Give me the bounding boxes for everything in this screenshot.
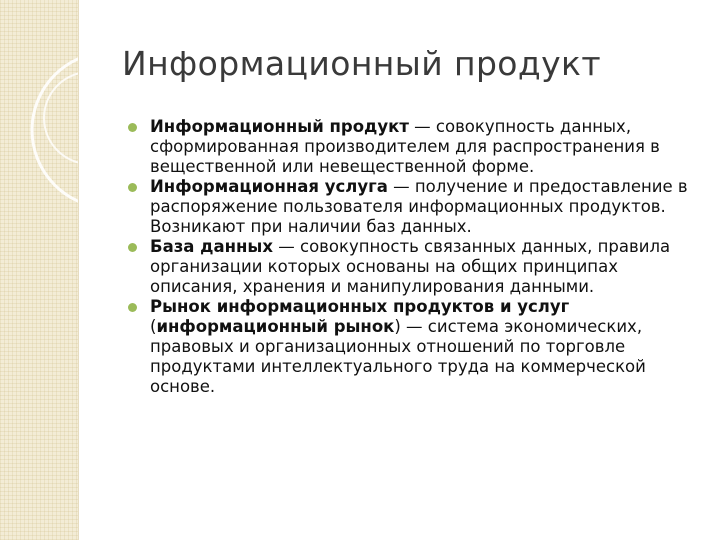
- decorative-circles: [0, 0, 78, 540]
- term-label: Информационная услуга: [150, 177, 388, 196]
- bullet-dot-icon: [128, 123, 137, 132]
- paren-open: (: [150, 317, 157, 336]
- slide-title: Информационный продукт: [122, 44, 601, 83]
- definition-text: — совокупность связанных данных, правила организации которых основаны на общих принципах описания, хранения и манипулирования данными.: [150, 237, 671, 296]
- bullet-dot-icon: [128, 243, 137, 252]
- definition-text: — получение и предоставление в распоряжение пользователя информационных продуктов. Возникают при наличии баз данных.: [150, 177, 688, 236]
- term-label: База данных: [150, 237, 274, 256]
- side-divider: [78, 0, 79, 540]
- bullet-item-info-market: [128, 297, 700, 397]
- bullet-dot-icon: [128, 303, 137, 312]
- term-label: Информационный продукт: [150, 117, 409, 136]
- bullet-item-info-product: [128, 117, 700, 177]
- definition-text: ) — система экономических, правовых и организационных отношений по торговле продуктами интеллектуального труда на коммерческой основе.: [150, 317, 646, 396]
- bullet-item-info-service: [128, 177, 700, 237]
- bullet-dot-icon: [128, 183, 137, 192]
- bullet-item-database: [128, 237, 700, 297]
- definition-text: — совокупность данных, сформированная производителем для распространения в вещественной или невещественной форме.: [150, 117, 660, 176]
- decorative-side-strip: [0, 0, 78, 540]
- term-label: Рынок информационных продуктов и услуг: [150, 297, 570, 316]
- term-label-secondary: информационный рынок: [156, 317, 395, 336]
- bullet-list: [128, 117, 700, 397]
